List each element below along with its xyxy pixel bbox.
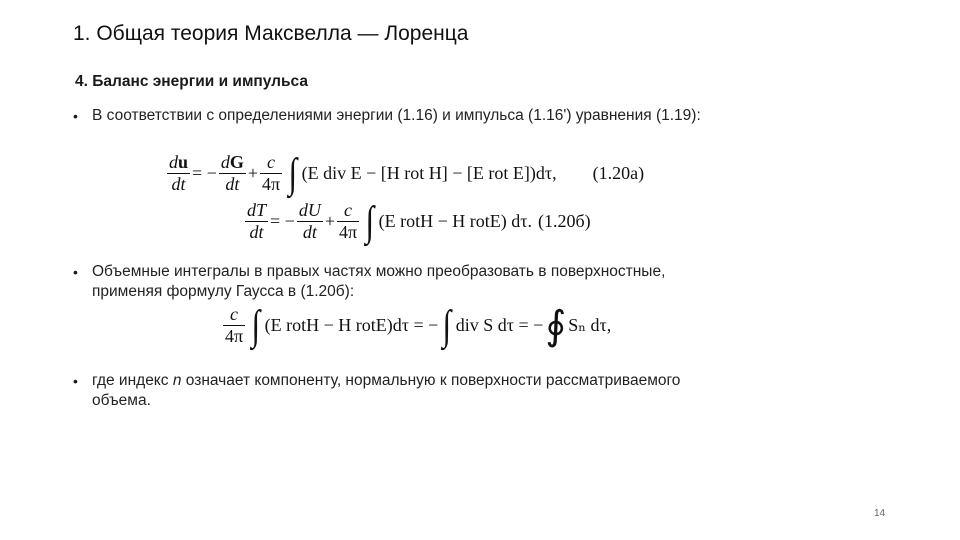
equation-1-20a (165, 152, 644, 195)
contour-integral-sign: ∮ (545, 302, 567, 348)
bullet-text-2 (92, 262, 665, 302)
bullet-3-suffix: означает компоненту, нормальную к поверхности рассматриваемого (181, 372, 681, 389)
eq-a-g: G (229, 152, 244, 172)
eq-c-integrand: (E rotH − H rotE)dτ = − (264, 315, 439, 335)
eq-a-plus: + (247, 163, 258, 183)
eq-b-dt1: dt (249, 222, 264, 242)
bullet-3-line-2: объема. (92, 392, 151, 409)
bullet-2-line-1: Объемные интегралы в правых частях можно преобразовать в поверхностные, (92, 263, 666, 280)
eq-a-d1: d (169, 152, 178, 172)
eq-b-dU: dU (298, 200, 321, 220)
fraction-dg-dt (219, 152, 246, 195)
eq-b-equals-minus: = − (270, 211, 295, 231)
eq-a-4pi: 4π (262, 174, 281, 194)
integral-sign: ∫ (288, 150, 298, 197)
bullet-marker: • (73, 373, 78, 389)
bullet-3-italic-n: n (172, 372, 182, 389)
eq-a-integrand: (E div E − [H rot H] − [E rot E])dτ, (301, 163, 557, 183)
equation-1-20b (243, 200, 591, 243)
bullet-text-1: В соответствии с определениями энергии (1.16) и импульса (1.16') уравнения (1.19): (92, 107, 701, 124)
eq-a-dt1: dt (171, 174, 186, 194)
integral-sign: ∫ (365, 198, 375, 245)
bullet-marker: • (73, 108, 78, 124)
eq-a-label: (1.20а) (592, 163, 645, 183)
eq-a-u: u (178, 152, 189, 172)
eq-a-dt2: dt (225, 174, 240, 194)
slide-title: 1. Общая теория Максвелла — Лоренца (73, 22, 469, 45)
integral-sign: ∫ (251, 302, 261, 349)
bullet-text-3 (92, 371, 680, 411)
eq-b-dt2: dt (302, 222, 317, 242)
eq-b-integrand: (E rotH − H rotE) dτ. (378, 211, 532, 231)
fraction-du-dt-2 (297, 200, 323, 243)
eq-c-tail: Sₙ dτ, (568, 315, 612, 335)
eq-b-c: c (337, 200, 359, 222)
eq-c-middle: div S dτ = − (455, 315, 544, 335)
eq-a-equals-minus: = − (192, 163, 217, 183)
bullet-3-prefix: где индекс (92, 372, 173, 389)
integral-sign: ∫ (442, 302, 452, 349)
bullet-marker: • (73, 264, 78, 280)
bullet-2-line-2: применяя формулу Гаусса в (1.20б): (92, 283, 355, 300)
eq-a-d2: d (220, 152, 230, 172)
eq-c-4pi: 4π (225, 326, 244, 346)
fraction-c-4pi (260, 152, 282, 195)
page-number: 14 (874, 508, 886, 519)
eq-b-dT: dT (247, 200, 267, 220)
fraction-dt-dt (245, 200, 268, 243)
equation-gauss (221, 304, 611, 347)
eq-b-label: (1.20б) (537, 211, 591, 231)
fraction-c-4pi-2 (337, 200, 359, 243)
eq-a-c: c (260, 152, 282, 174)
eq-b-4pi: 4π (338, 222, 358, 242)
section-heading: 4. Баланс энергии и импульса (75, 73, 308, 90)
eq-b-plus: + (324, 211, 335, 231)
bullet-3-line-1 (92, 371, 680, 391)
eq-c-c: c (223, 304, 245, 326)
fraction-c-4pi-3 (223, 304, 245, 347)
fraction-du-dt (167, 152, 190, 195)
